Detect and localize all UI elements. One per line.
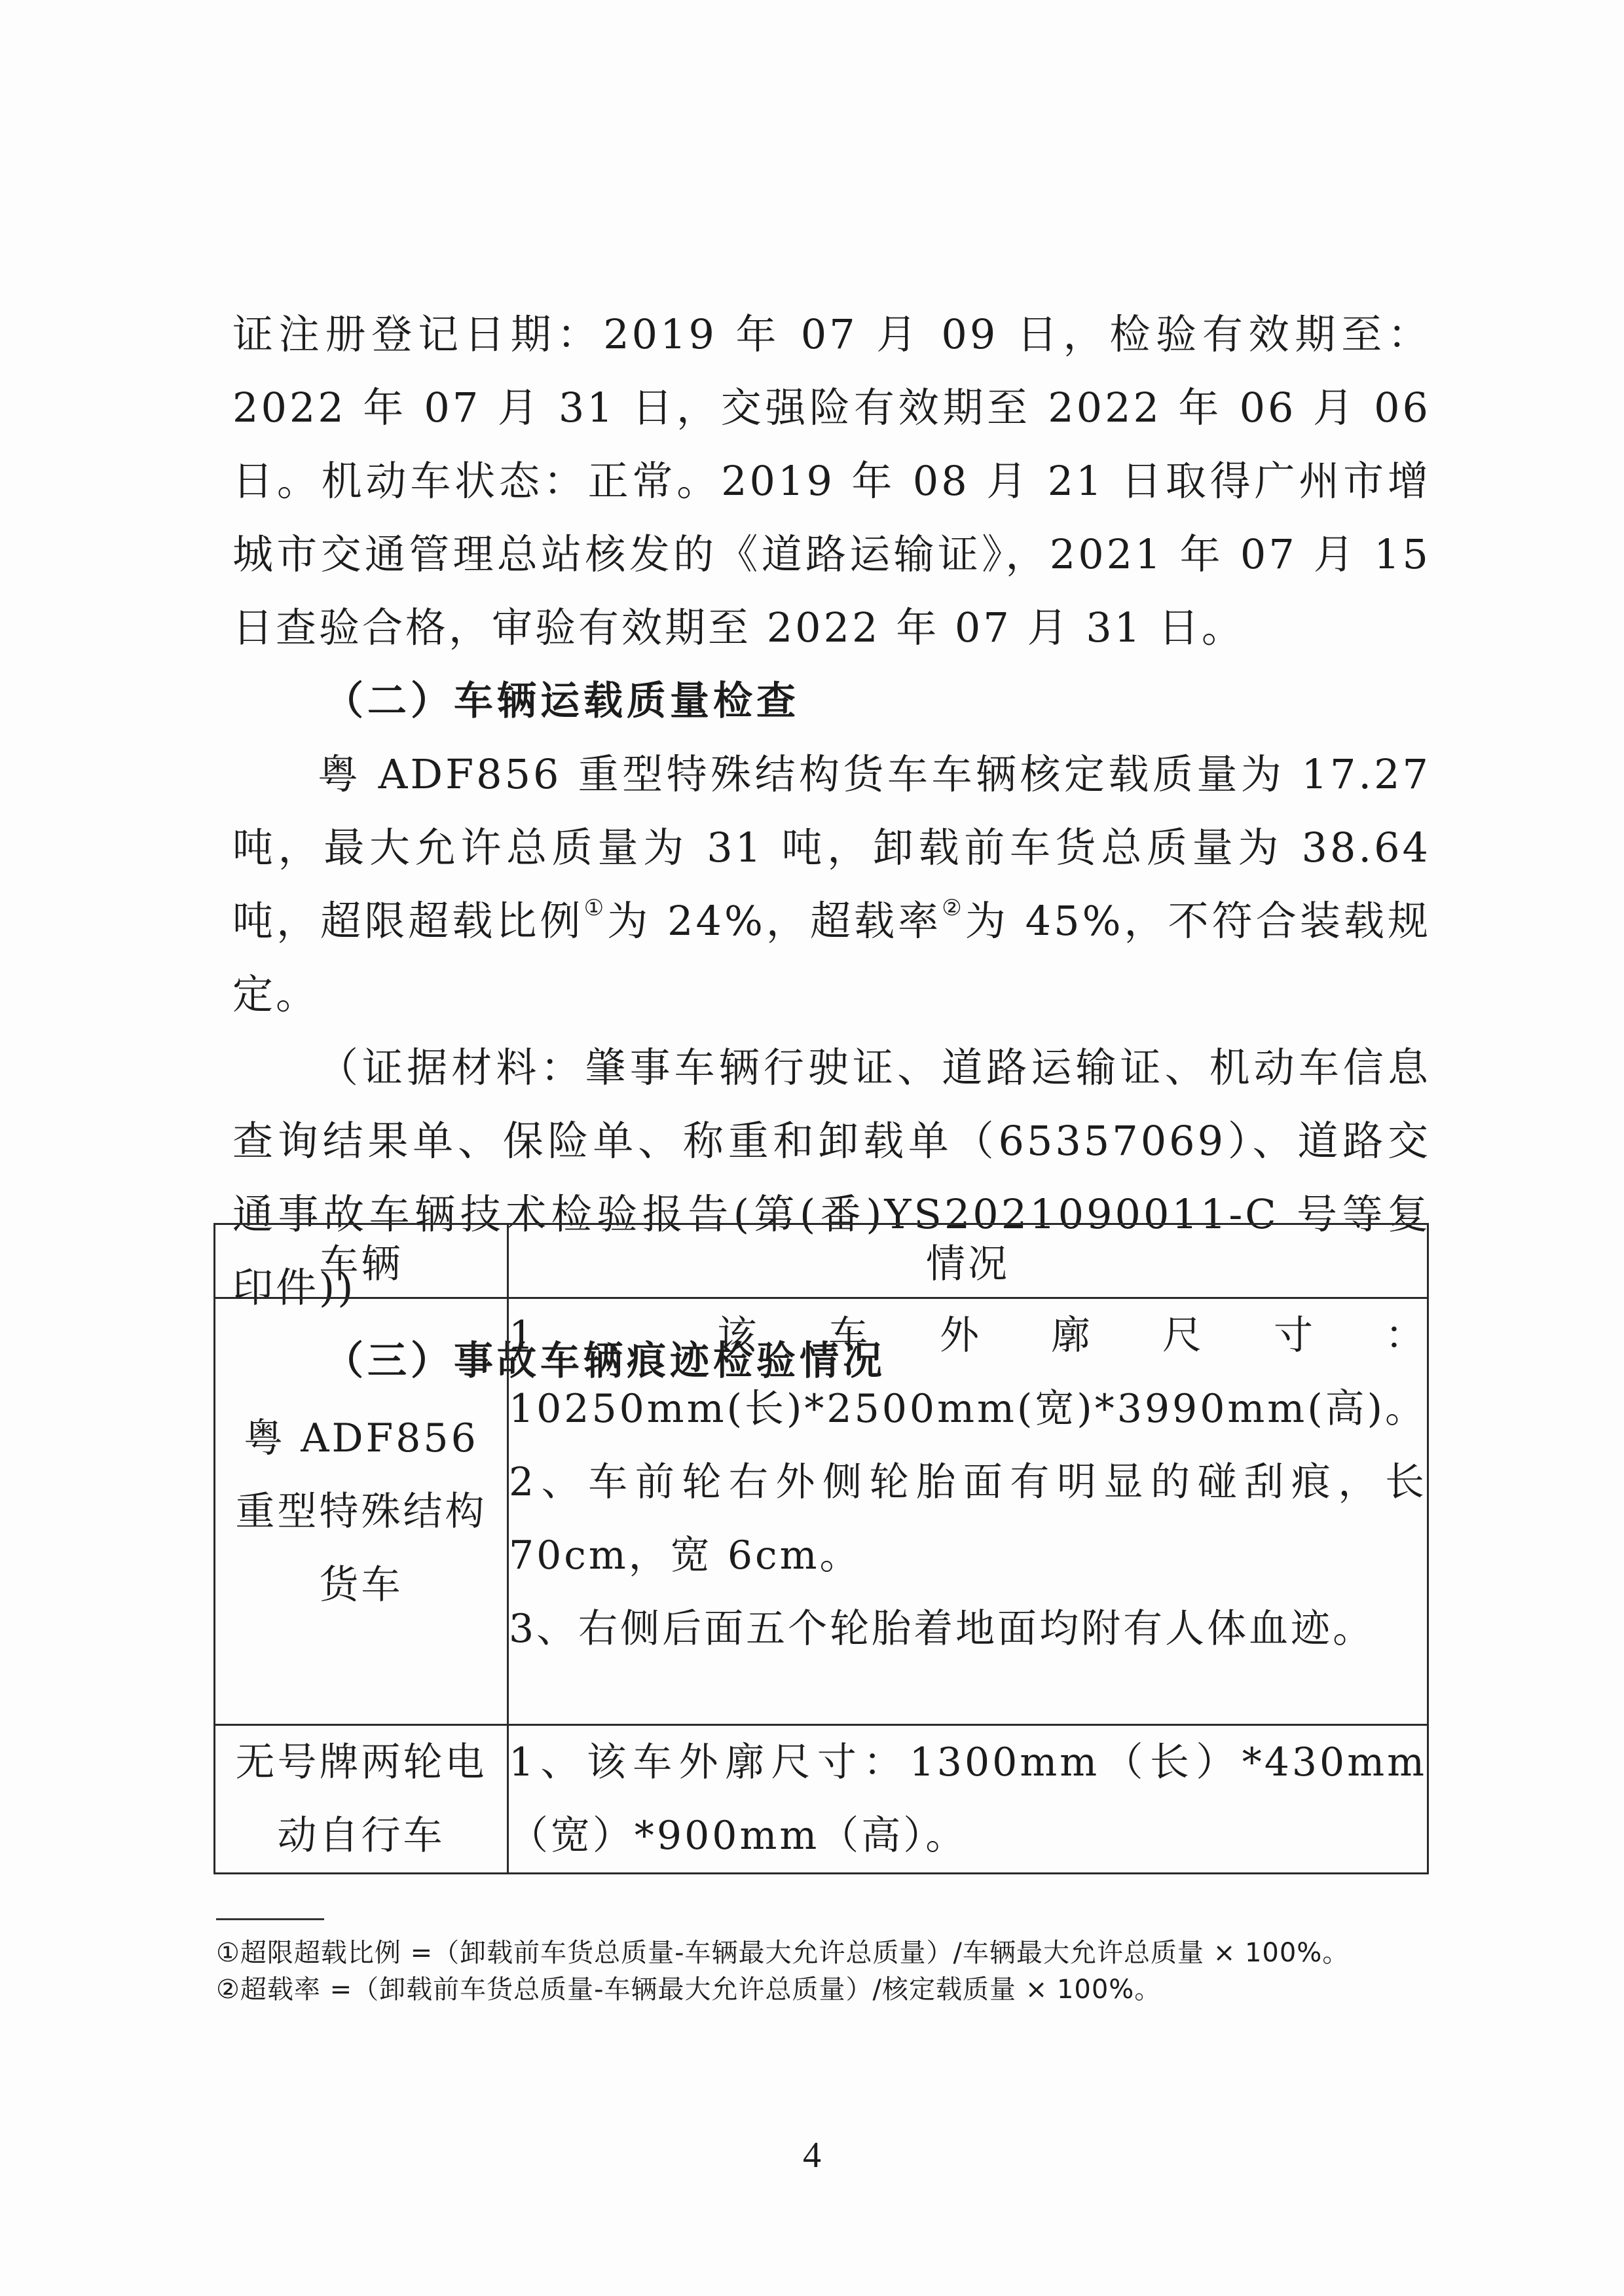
- table-row: [215, 1725, 1428, 1874]
- trace-inspection-table: [213, 1223, 1429, 1874]
- load-check-paragraph: [232, 738, 1431, 1031]
- load-text-1: 粤 ADF856 重型特殊结构货车车辆核定载质量为 17.27 吨，最大允许总质量为 31 吨，卸载前车货总质量为 38.64 吨，超限超载比例: [232, 750, 1431, 945]
- footnotes: [216, 1935, 1395, 2008]
- detail-item: 2、车前轮右外侧轮胎面有明显的碰刮痕，长 70cm，宽 6cm。: [508, 1459, 1427, 1578]
- load-text-2: 为 24%，超载率: [607, 897, 942, 945]
- footnote-divider: [216, 1918, 324, 1920]
- header-vehicle: 车辆: [215, 1224, 508, 1298]
- detail-item: 1、该车外廓尺寸：10250mm(长)*2500mm(宽)*3990mm(高)。: [508, 1313, 1428, 1432]
- load-text-3: 为 45%，不符合装载规定。: [232, 897, 1431, 1018]
- details-cell: [507, 1725, 1428, 1874]
- footnote-ref-1: ①: [583, 895, 608, 921]
- footnote-ref-2: ②: [942, 895, 965, 921]
- section-heading-load-check: （二）车辆运载质量检查: [324, 678, 800, 724]
- page-number: 4: [803, 2135, 821, 2176]
- vehicle-cell: 无号牌两轮电动自行车: [215, 1725, 508, 1874]
- details-cell: [507, 1298, 1428, 1725]
- section-heading-trace-inspection: （三）事故车辆痕迹检验情况: [324, 1338, 886, 1384]
- detail-item: 1、该车外廓尺寸：1300mm（长）*430mm（宽）*900mm（高）。: [508, 1740, 1427, 1859]
- vehicle-registration-paragraph: 证注册登记日期：2019 年 07 月 09 日，检验有效期至：2022 年 07 月 31 日，交强险有效期至 2022 年 06 月 06 日。机动车状态：正常。2019 年 08 月 21 日取得广州市增城市交通管理总站核发的《道路运输证》，2021 年 07 月 15 日查验合格，审验有效期至 2022 年 07 月 31 日。: [232, 310, 1431, 651]
- table-row: [215, 1298, 1428, 1725]
- footnote-2: ②超载率 =（卸载前车货总质量-车辆最大允许总质量）/核定载质量 × 100%。: [216, 1975, 1162, 2005]
- detail-item: 3、右侧后面五个轮胎着地面均附有人体血迹。: [508, 1606, 1375, 1652]
- table-header-row: [215, 1224, 1428, 1298]
- footnote-1: ①超限超载比例 =（卸载前车货总质量-车辆最大允许总质量）/车辆最大允许总质量 × 100%。: [216, 1938, 1350, 1968]
- evidence-paragraph: （证据材料：肇事车辆行驶证、道路运输证、机动车信息查询结果单、保险单、称重和卸载单（65357069）、道路交通事故车辆技术检验报告(第(番)YS2021090011-C 号等复印件)): [232, 1044, 1431, 1311]
- header-details: 情况: [507, 1224, 1428, 1298]
- vehicle-cell: 粤 ADF856 重型特殊结构货车: [215, 1298, 508, 1725]
